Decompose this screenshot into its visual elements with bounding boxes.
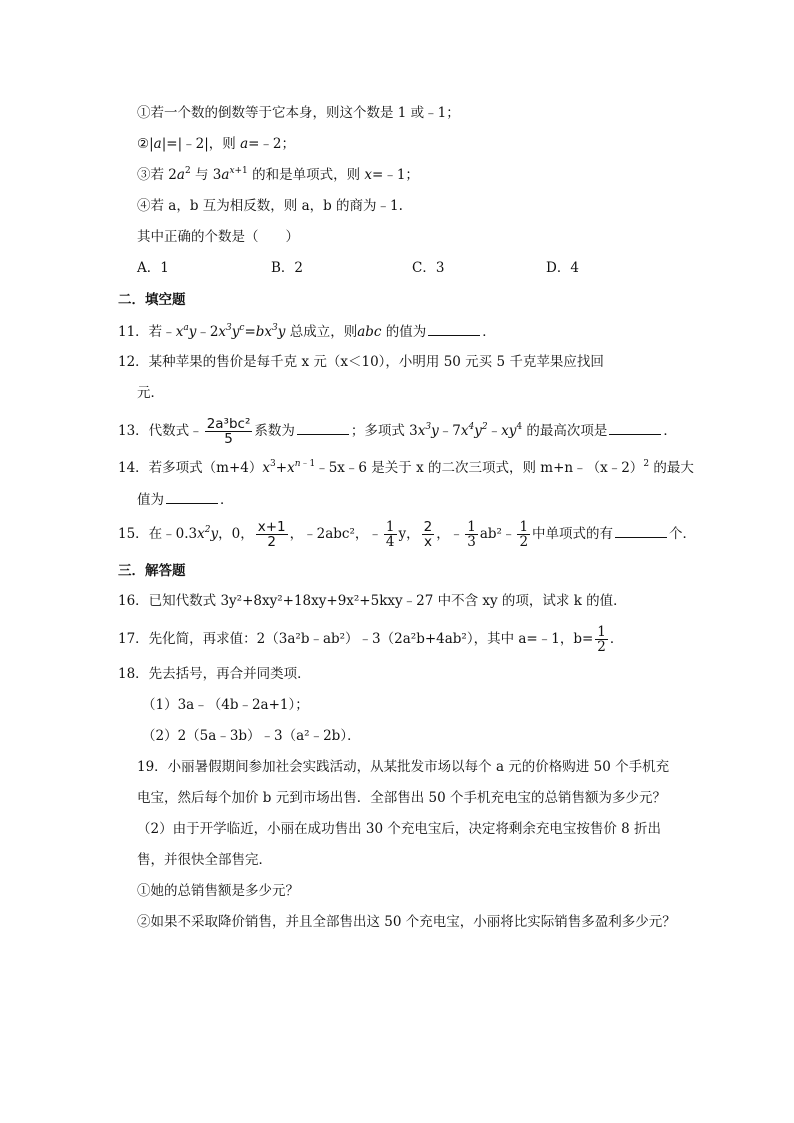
question-14-line-1: 14．若多项式$(m+4)x^3+x^{n﹣1}﹣5x﹣6$ 是关于 x 的二次三项式，则 m+n﹣（x﹣2）$^2$ 的最大 [118,458,694,476]
question-12-line-1: 12．某种苹果的售价是每千克 x 元（x＜10），小明用 50 元买 5 千克苹果应找回 [118,354,604,370]
question-19-line-5: ①她的总销售额是多少元？ [137,883,299,899]
fraction: $\frac{2}{x}$ [423,519,433,550]
q10-statement-1: ①若一个数的倒数等于它本身，则这个数是 1 或﹣1； [137,105,460,121]
q10-question: 其中正确的个数是（ ） [137,229,299,245]
section-fill-in-title: 二．填空题 [118,292,186,308]
answer-blank[interactable] [615,524,667,538]
question-18-part-2: （2）2（5a﹣3b）﹣3（a²﹣2b）． [142,728,361,744]
question-18-part-1: （1）3a﹣（4b﹣2a+1）； [142,697,309,713]
option-c[interactable]: C．3 [412,260,445,276]
answer-blank[interactable] [297,421,349,435]
fraction: $\frac{1}{3}$ [467,519,476,550]
option-d[interactable]: D．4 [546,260,579,276]
question-15: 15．在$﹣0.3x^2y$，0， $\frac{x+1}{2}$ ，﹣2abc²，﹣ $\frac{1}{4}$ y， $\frac{2}{x}$ ，﹣ $\frac{1}{3}$ ab²﹣ $\frac{1}{2}$ 中单项式的有 个． [118,519,697,550]
q10-statement-2: ②|a|=|﹣2|，则 a=﹣2； [137,136,296,152]
option-a[interactable]: A．1 [137,260,169,276]
question-19-line-1: 19．小丽暑假期间参加社会实践活动，从某批发市场以每个 a 元的价格购进 50 个手机充 [137,759,670,775]
question-16: 16．已知代数式 3y²+8xy²+18xy+9x²+5kxy﹣27 中不含 xy 的项，试求 k 的值． [118,593,627,609]
fraction: $\frac{\text{2a³bc²}}{5}$ [206,416,251,447]
option-b[interactable]: B．2 [271,260,304,276]
answer-blank[interactable] [166,490,218,504]
question-17: 17．先化简，再求值：2（3a²b﹣ab²）﹣3（2a²b+4ab²），其中 a=﹣1，b= $\frac{1}{2}$ ． [118,624,624,655]
question-18-head: 18．先去括号，再合并同类项． [118,666,311,682]
question-19-line-4: 售，并很快全部售完． [137,852,272,868]
answer-blank[interactable] [609,421,661,435]
answer-blank[interactable] [428,322,480,336]
fraction: $\frac{1}{2}$ [519,519,529,550]
question-13: 13．代数式﹣ $\frac{\text{2a³bc²}}{5}$ 系数为 ；多项式 $3x^3y﹣7x^4y^2﹣xy^4$ 的最高次项是 ． [118,416,677,447]
question-11: 11．若$﹣x^ay﹣2x^3y^c=bx^3y$ 总成立，则abc 的值为 ． [118,322,496,340]
q10-statement-4: ④若 a，b 互为相反数，则 a，b 的商为﹣1. [137,198,403,214]
fraction: $\frac{x+1}{2}$ [257,519,286,550]
question-19-line-3: （2）由于开学临近，小丽在成功售出 30 个充电宝后，决定将剩余充电宝按售价 8 折出 [137,821,662,837]
question-14-line-2: 值为 ． [137,492,234,508]
fraction: $\frac{1}{4}$ [385,519,395,550]
question-19-line-6: ②如果不采取降价销售，并且全部售出这 50 个充电宝，小丽将比实际销售多盈利多少元？ [137,914,676,930]
question-19-line-2: 电宝，然后每个加价 b 元到市场出售．全部售出 50 个手机充电宝的总销售额为多少元？ [137,790,666,806]
section-solve-title: 三．解答题 [118,563,186,579]
q10-statement-3: ③若 $2a^2$ 与 $3a^{x+1}$ 的和是单项式，则 x=﹣1； [137,165,419,183]
fraction: $\frac{1}{2}$ [597,624,606,655]
question-12-line-2: 元． [137,385,164,401]
